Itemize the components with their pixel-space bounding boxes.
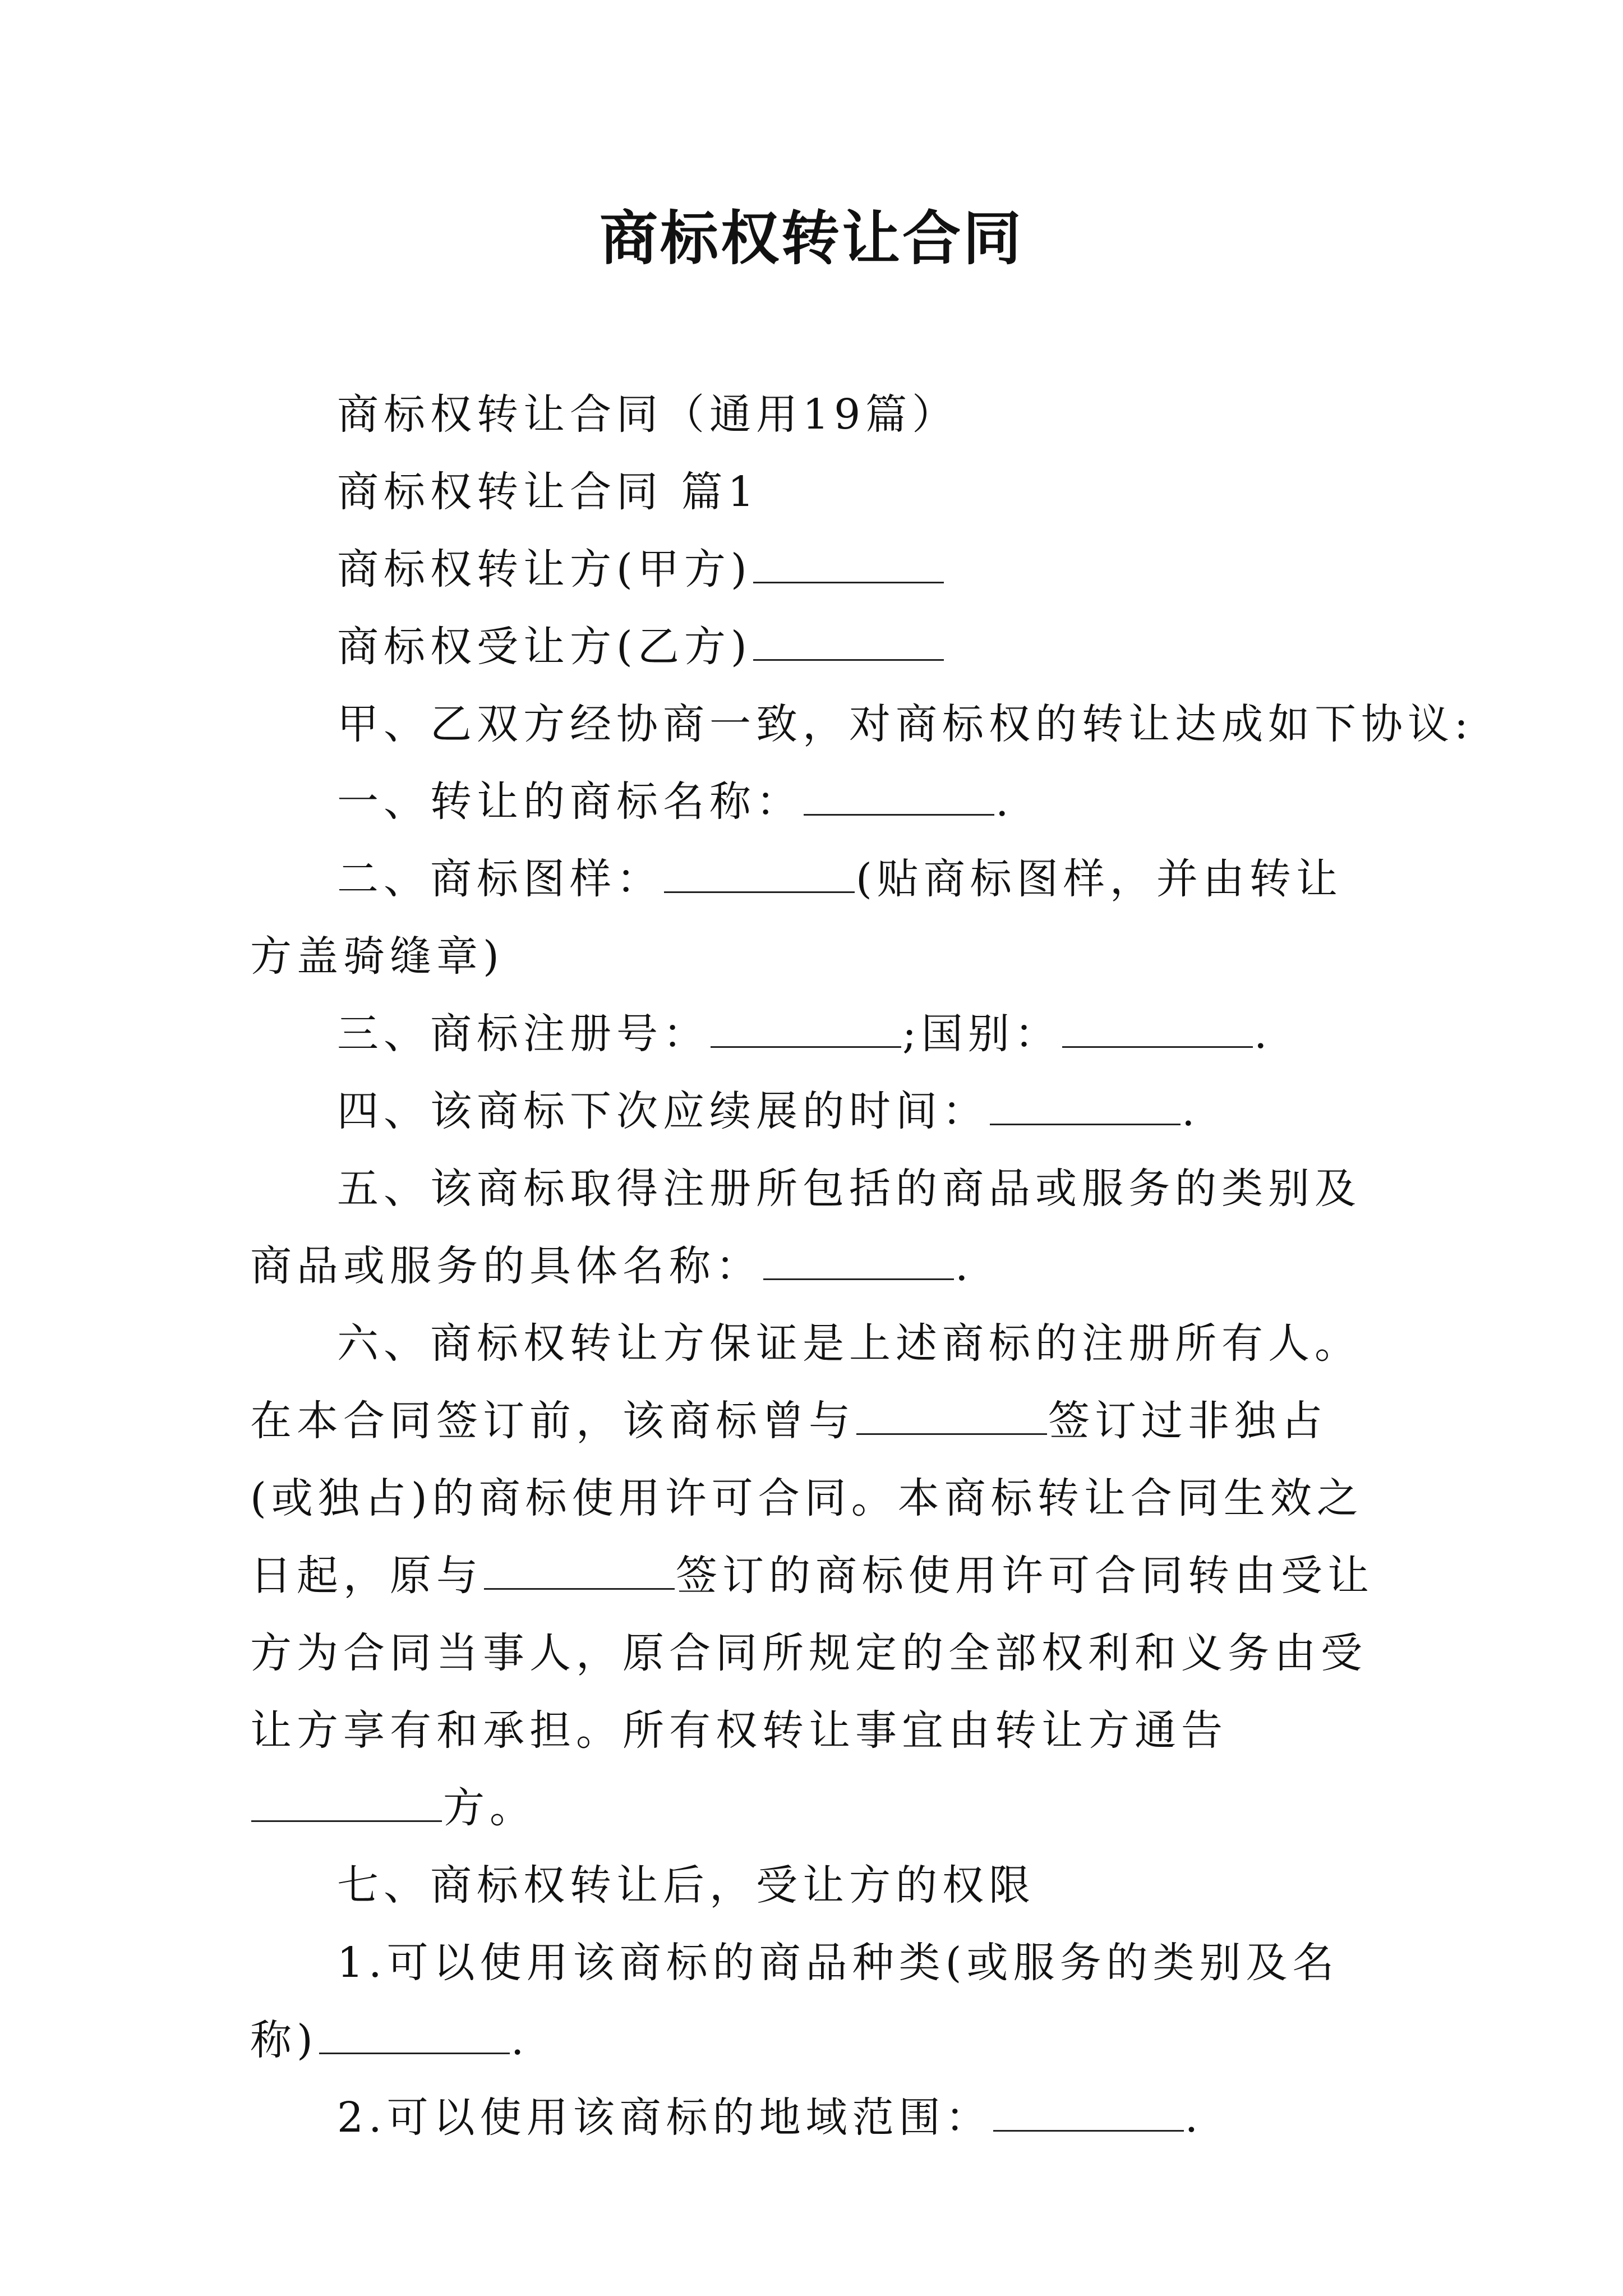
fill-in-blank <box>753 638 944 661</box>
fill-in-blank <box>993 2109 1184 2132</box>
paragraph-subtitle: 商标权转让合同（通用19篇） <box>337 390 959 439</box>
document-body <box>250 376 1473 2156</box>
paragraph-clause-7: 七、商标权转让后，受让方的权限 <box>337 1861 1035 1910</box>
fill-in-blank <box>711 1025 901 1048</box>
paragraph-part-heading: 商标权转让合同 篇1 <box>337 468 759 516</box>
paragraph-transferee: 商标权受让方(乙方) <box>250 608 1377 685</box>
fill-in-blank <box>990 1103 1181 1125</box>
fill-in-blank <box>856 1412 1047 1435</box>
fill-in-blank <box>664 871 855 893</box>
paragraph-clause-7-item-2: 2.可以使用该商标的地域范围： . <box>337 2093 1204 2142</box>
fill-in-blank <box>251 1800 442 1822</box>
paragraph-clause-2: 二、商标图样： (贴商标图样，并由转让方盖骑缝章) <box>250 855 1343 981</box>
paragraph-clause-5: 五、该商标取得注册所包括的商品或服务的类别及商品或服务的具体名称： . <box>250 1165 1361 1290</box>
paragraph-clause-1: 一、转让的商标名称： . <box>337 777 1014 826</box>
document-title: 商标权转让合同 <box>599 204 1023 273</box>
fill-in-blank <box>753 561 944 583</box>
paragraph-clause-6: 六、商标权转让方保证是上述商标的注册所有人。在本合同签订前，该商标曾与 签订过非独占(或独占)的商标使用许可合同。本商标转让合同生效之日起，原与 签订的商标使用许可合同转由受让方为合同当事人，原合同所规定的全部权利和义务由受让方享有和承担。所有权转让事宜由转让方通告方。 <box>250 1319 1374 1832</box>
fill-in-blank <box>319 2032 510 2054</box>
fill-in-blank <box>1062 1025 1253 1048</box>
paragraph-agreement-intro: 甲、乙双方经协商一致，对商标权的转让达成如下协议: <box>337 700 1473 748</box>
paragraph-clause-7-item-1: 1.可以使用该商标的商品种类(或服务的类别及名称) . <box>250 1939 1339 2064</box>
paragraph-clause-3: 三、商标注册号： ;国别： . <box>337 1010 1272 1058</box>
paragraph-clause-4: 四、该商标下次应续展的时间： . <box>337 1087 1200 1135</box>
fill-in-blank <box>484 1567 675 1590</box>
fill-in-blank <box>763 1258 954 1280</box>
fill-in-blank <box>804 793 994 816</box>
paragraph-transferor: 商标权转让方(甲方) <box>250 531 1377 608</box>
